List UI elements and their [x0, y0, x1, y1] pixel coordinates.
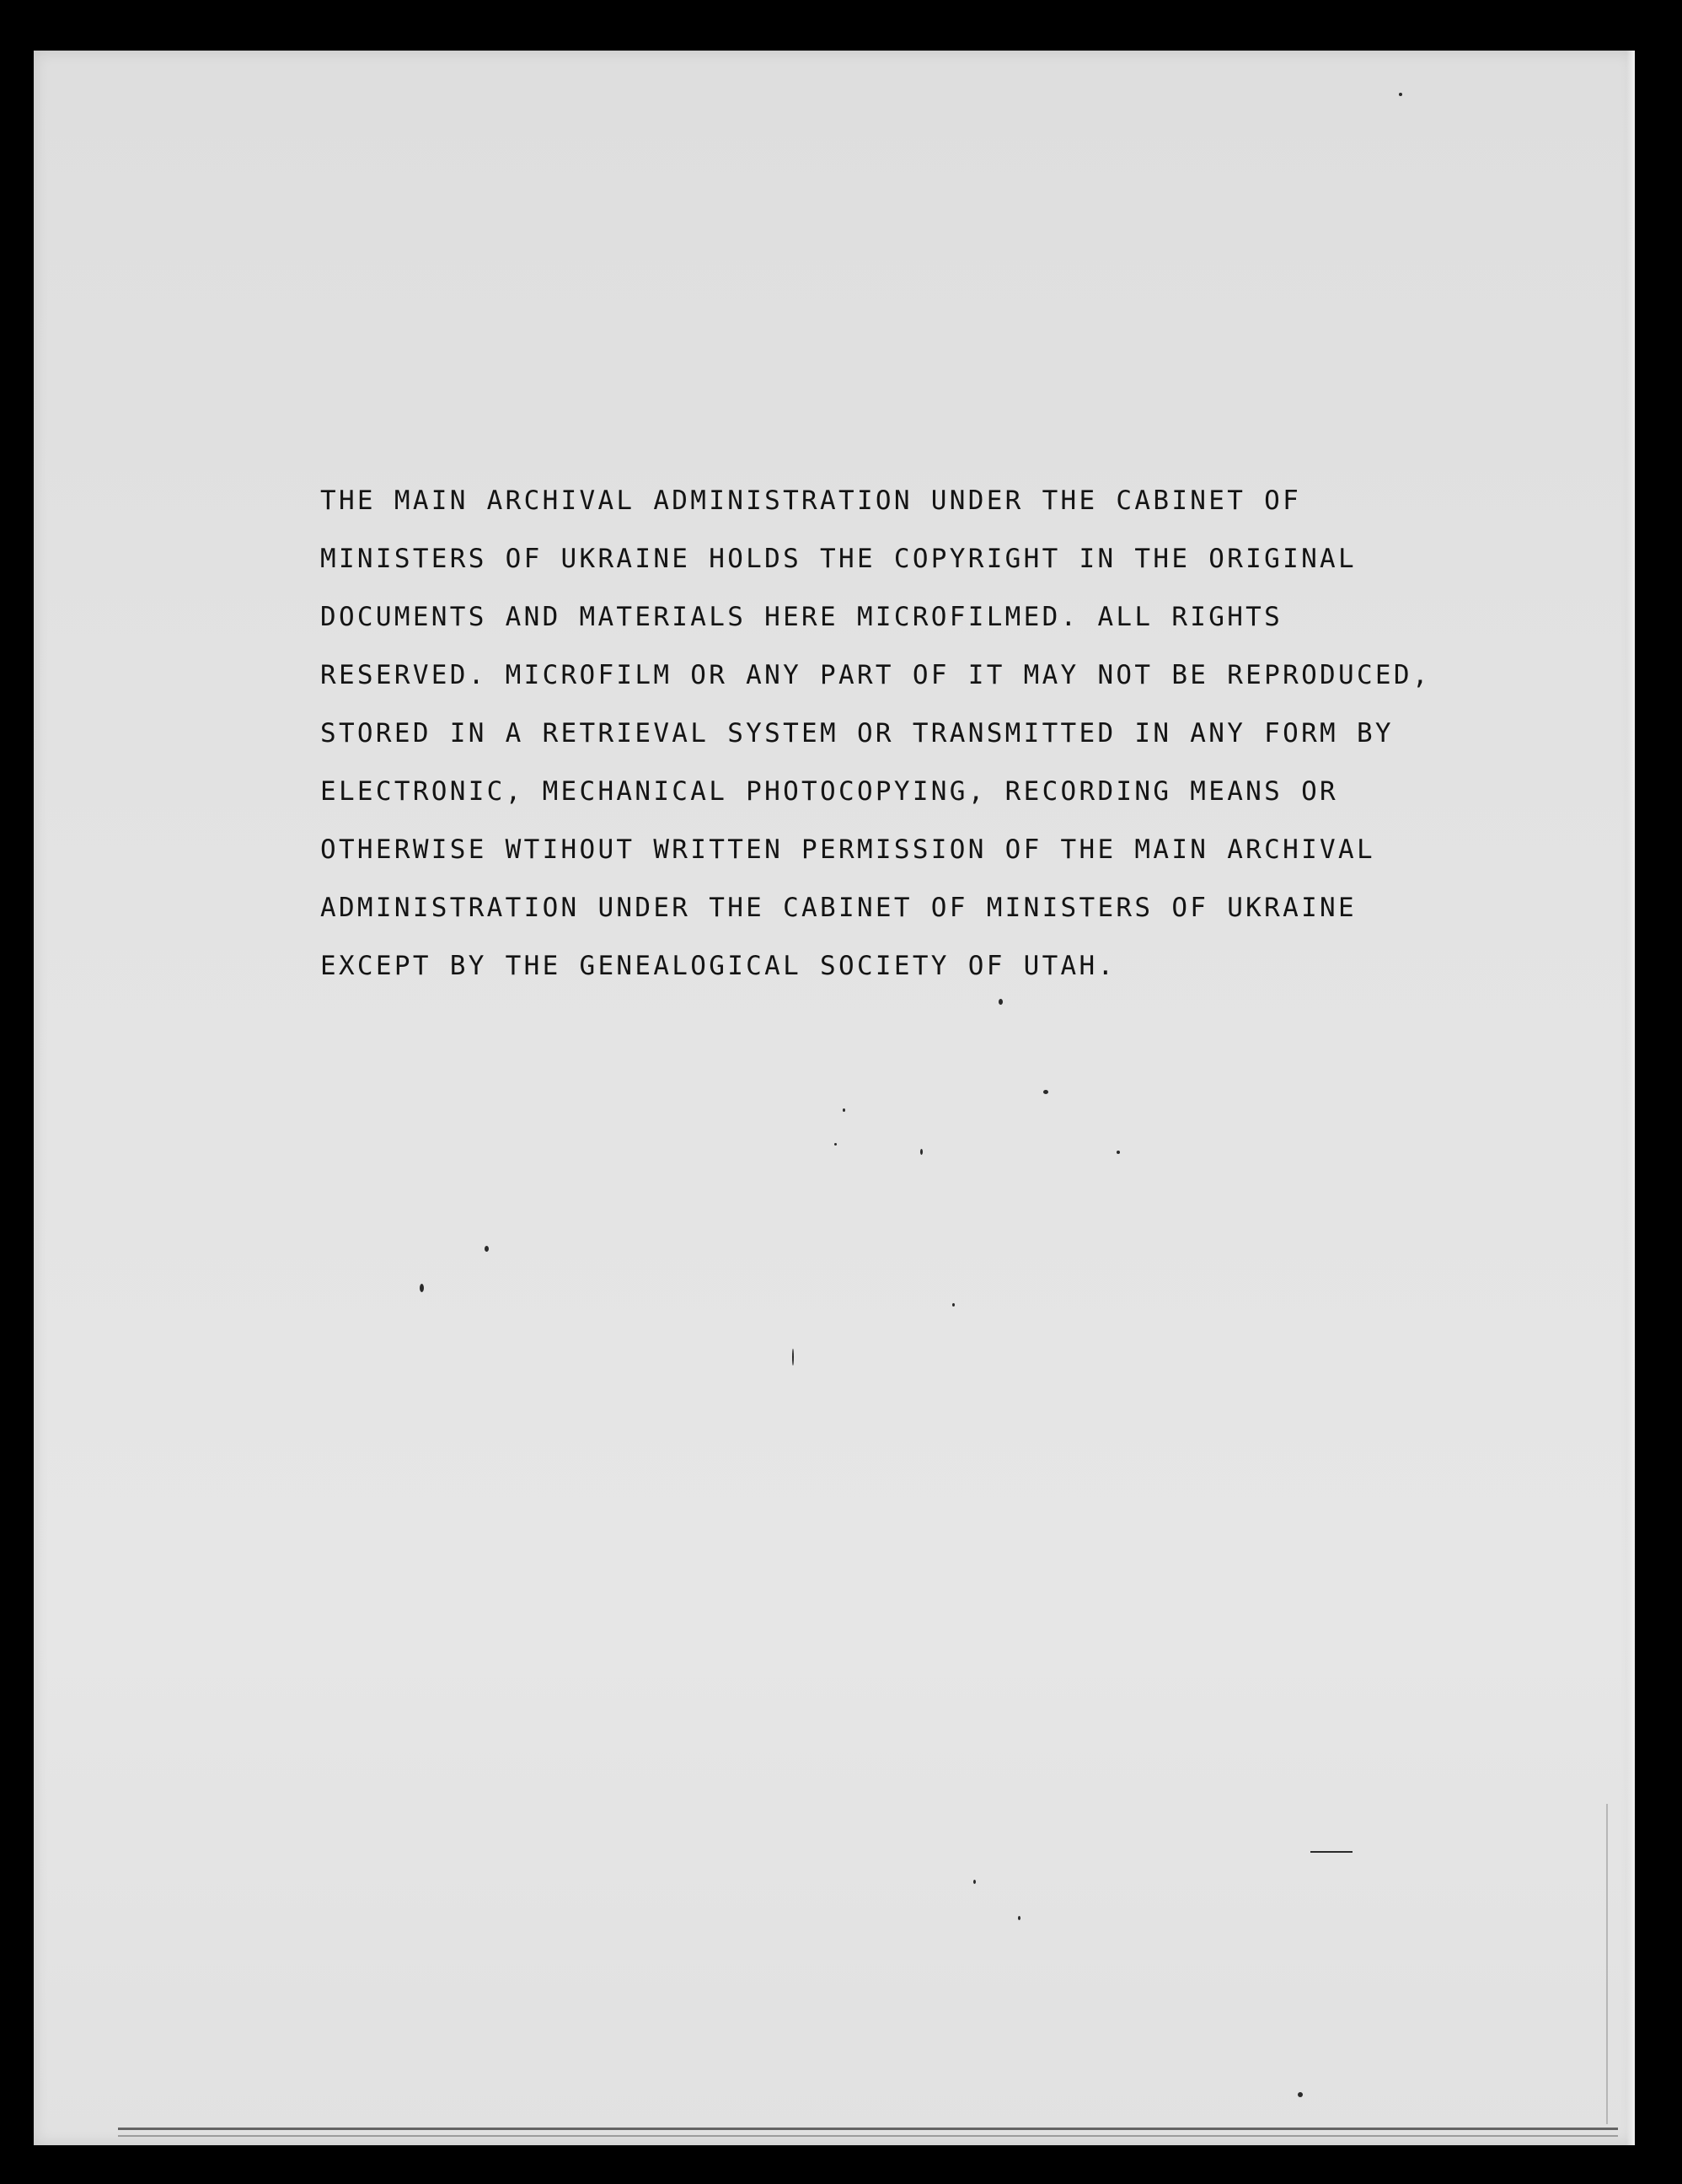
- dust-speck: [973, 1880, 976, 1884]
- dust-speck: [1043, 1090, 1048, 1094]
- dust-speck: [1117, 1151, 1120, 1154]
- paper-fold-line: [1606, 1804, 1608, 2124]
- dust-speck: [420, 1284, 424, 1292]
- dust-speck: [485, 1246, 489, 1252]
- notice-line: DOCUMENTS AND MATERIALS HERE MICROFILMED. ALL RIGHTS: [320, 602, 1283, 632]
- notice-line: EXCEPT BY THE GENEALOGICAL SOCIETY OF UTAH.: [320, 951, 1117, 981]
- paper-sheet: [34, 51, 1635, 2145]
- dust-speck: [1298, 2092, 1303, 2097]
- dust-speck: [999, 999, 1003, 1005]
- notice-line: OTHERWISE WTIHOUT WRITTEN PERMISSION OF THE MAIN ARCHIVAL: [320, 834, 1375, 865]
- paper-edge-right: [1626, 51, 1635, 2145]
- dust-speck: [834, 1143, 837, 1146]
- paper-edge-bottom-shadow: [118, 2135, 1618, 2137]
- dust-speck: [1399, 93, 1402, 96]
- paper-edge-bottom: [118, 2128, 1618, 2130]
- notice-line: ADMINISTRATION UNDER THE CABINET OF MINISTERS OF UKRAINE: [320, 893, 1357, 923]
- dust-speck: [792, 1349, 794, 1366]
- copyright-notice: [320, 472, 1500, 995]
- notice-line: STORED IN A RETRIEVAL SYSTEM OR TRANSMITTED IN ANY FORM BY: [320, 718, 1394, 749]
- dust-speck: [952, 1303, 955, 1307]
- dust-speck: [920, 1149, 923, 1155]
- notice-line: MINISTERS OF UKRAINE HOLDS THE COPYRIGHT IN THE ORIGINAL: [320, 544, 1357, 574]
- notice-line: RESERVED. MICROFILM OR ANY PART OF IT MAY NOT BE REPRODUCED,: [320, 660, 1431, 690]
- dust-speck: [1310, 1851, 1353, 1853]
- dust-speck: [843, 1108, 845, 1112]
- notice-line: ELECTRONIC, MECHANICAL PHOTOCOPYING, RECORDING MEANS OR: [320, 776, 1338, 807]
- dust-speck: [1018, 1916, 1020, 1920]
- notice-line: THE MAIN ARCHIVAL ADMINISTRATION UNDER THE CABINET OF: [320, 486, 1302, 516]
